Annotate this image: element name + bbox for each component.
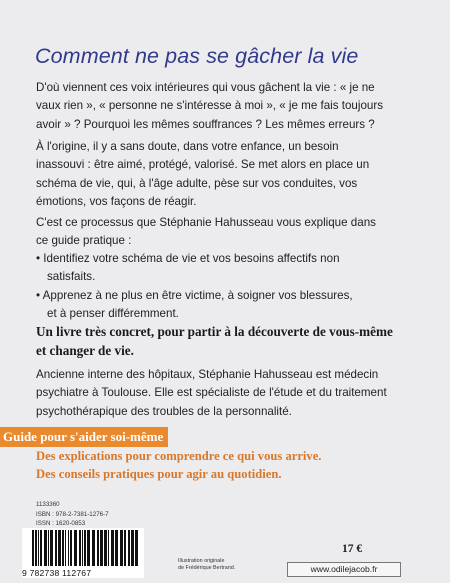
text-line: Ancienne interne des hôpitaux, Stéphanie Hahusseau est médecin <box>36 368 379 381</box>
text-line: psychiatre à Toulouse. Elle est spécialiste de l'étude et du traitement <box>36 386 387 400</box>
barcode-bars <box>22 528 144 568</box>
code-line: ISBN : 978-2-7381-1276-7 <box>36 510 109 518</box>
text-line: satisfaits. <box>47 270 96 284</box>
author-paragraph <box>36 366 428 421</box>
intro-paragraph <box>36 79 428 134</box>
orange-line: Des explications pour comprendre ce qui vous arrive. <box>36 449 322 463</box>
text-line: schéma de vie, qui, à l'âge adulte, pèse sur vos conduites, vos <box>36 176 358 190</box>
text-line: C'est ce processus que Stéphanie Hahusseau vous explique dans <box>36 216 376 229</box>
process-paragraph <box>36 214 428 251</box>
illustration-credit <box>178 558 235 572</box>
text-line: inassouvi : être aimé, protégé, valorisé. Se met alors en place un <box>36 158 370 172</box>
text-line: À l'origine, il y a sans doute, dans votre enfance, un besoin <box>36 140 339 153</box>
text-line: psychothérapique des troubles de la personnalité. <box>36 404 292 418</box>
orange-line: Des conseils pratiques pour agir au quotidien. <box>36 467 282 481</box>
text-line: D'où viennent ces voix intérieures qui vous gâchent la vie : « je ne <box>36 81 375 94</box>
book-title: Comment ne pas se gâcher la vie <box>35 44 359 68</box>
text-line: et changer de vie. <box>36 343 134 358</box>
text-line: vaux rien », « personne ne s'intéresse à moi », « je me fais toujours <box>36 99 383 113</box>
text-line: Un livre très concret, pour partir à la découverte de vous-même <box>36 324 393 339</box>
text-line: émotions, vos façons de réagir. <box>36 195 197 209</box>
code-line: 1133360 <box>36 501 60 508</box>
text-line: et à penser différemment. <box>47 307 179 321</box>
text-line: • Apprenez à ne plus en être victime, à soigner vos blessures, <box>36 289 353 302</box>
isbn-block <box>36 500 109 529</box>
text-line: Illustration originale <box>178 558 225 564</box>
code-line: ISSN : 1620-0853 <box>36 520 86 528</box>
text-line: de Frédérique Bertrand. <box>178 565 236 571</box>
text-line: avoir » ? Pourquoi les mêmes souffrances ? Les mêmes erreurs ? <box>36 117 375 131</box>
collection-band: Guide pour s'aider soi-même <box>0 427 168 447</box>
bullet-item <box>36 250 428 287</box>
text-line: • Identifiez votre schéma de vie et vos besoins affectifs non <box>36 252 340 265</box>
price: 17 € <box>342 543 363 555</box>
text-line: ce guide pratique : <box>36 234 132 248</box>
website-link[interactable]: www.odilejacob.fr <box>287 562 401 577</box>
barcode-number: 9 782738 112767 <box>22 568 92 578</box>
origin-paragraph <box>36 138 428 212</box>
bullet-item <box>36 287 428 324</box>
tagline <box>36 322 428 360</box>
